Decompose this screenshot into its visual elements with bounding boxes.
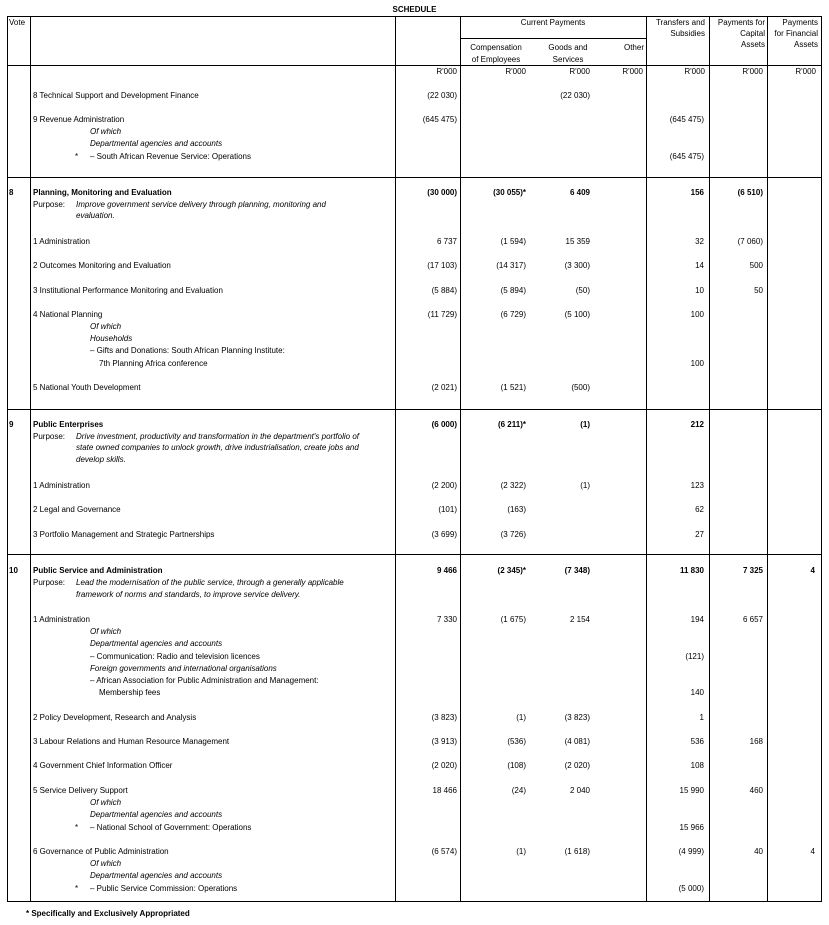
value-total: (6 574) (431, 847, 457, 856)
header-other: Other (623, 43, 644, 52)
value-goods: (1 618) (564, 847, 590, 856)
purpose-text: framework of norms and standards, to improve service delivery. (76, 590, 301, 599)
vote-title: Planning, Monitoring and Evaluation (33, 188, 172, 197)
purpose-label: Purpose: (33, 432, 66, 441)
sub-item-label: Of which (90, 859, 122, 868)
col-divider-vote (30, 16, 31, 902)
value-goods: (2 020) (564, 761, 590, 770)
purpose-label: Purpose: (33, 578, 66, 587)
value-capital: 7 325 (742, 566, 763, 575)
col-divider-capital (767, 16, 768, 902)
value-goods: 2 154 (569, 615, 590, 624)
programme-label: 4 Government Chief Information Officer (33, 761, 173, 770)
value-capital: 500 (749, 261, 763, 270)
value-transfers: (5 000) (678, 884, 704, 893)
sub-item-label: – Gifts and Donations: South African Planning Institute: (90, 346, 285, 355)
programme-label: 1 Administration (33, 237, 90, 246)
value-total: 7 330 (436, 615, 457, 624)
sub-item-label: Of which (90, 798, 122, 807)
schedule-title: SCHEDULE (392, 5, 437, 14)
value-goods: (22 030) (560, 91, 590, 100)
vote-number: 9 (9, 420, 14, 429)
value-transfers: 194 (690, 615, 704, 624)
value-comp: (6 211)* (497, 420, 526, 429)
value-comp: (24) (511, 786, 526, 795)
value-total: (645 475) (422, 115, 457, 124)
unit-financial: R'000 (795, 67, 816, 76)
unit-total: R'000 (436, 67, 457, 76)
value-transfers: 108 (690, 761, 704, 770)
value-comp: (30 055)* (493, 188, 526, 197)
header-comp-2: of Employees (471, 55, 521, 64)
programme-label: 1 Administration (33, 615, 90, 624)
current-payments-rule (460, 38, 646, 39)
value-comp: (1 675) (500, 615, 526, 624)
value-total: (101) (438, 505, 457, 514)
vote-separator (7, 409, 822, 410)
sub-item-label: Foreign governments and international organisations (90, 664, 277, 673)
unit-transfers: R'000 (684, 67, 705, 76)
value-capital: (6 510) (737, 188, 763, 197)
sub-item-label: – National School of Government: Operations (90, 823, 252, 832)
header-transfers-1: Transfers and (655, 18, 705, 27)
programme-label: 3 Labour Relations and Human Resource Management (33, 737, 230, 746)
value-comp: (163) (507, 505, 526, 514)
unit-capital: R'000 (742, 67, 763, 76)
purpose-text: Drive investment, productivity and transformation in the department's portfolio of (76, 432, 359, 441)
value-comp: (2 322) (500, 481, 526, 490)
value-total: (2 020) (431, 761, 457, 770)
col-divider-transfers (709, 16, 710, 902)
header-capital-2: Capital (740, 29, 765, 38)
value-goods: (50) (575, 286, 590, 295)
appropriated-marker: * (75, 884, 79, 893)
value-capital: 6 657 (742, 615, 763, 624)
programme-label: 5 Service Delivery Support (33, 786, 128, 795)
value-goods: 6 409 (569, 188, 590, 197)
value-capital: 460 (749, 786, 763, 795)
value-total: 6 737 (436, 237, 457, 246)
header-transfers-2: Subsidies (670, 29, 705, 38)
value-transfers: 11 830 (679, 566, 704, 575)
value-capital: 50 (754, 286, 763, 295)
value-goods: 2 040 (569, 786, 590, 795)
programme-label: 8 Technical Support and Development Finance (33, 91, 199, 100)
value-transfers: (645 475) (669, 115, 704, 124)
value-transfers: 100 (690, 359, 704, 368)
value-capital: 40 (754, 847, 763, 856)
vote-separator (7, 554, 822, 555)
value-goods: (5 100) (564, 310, 590, 319)
sub-item-label: Of which (90, 627, 122, 636)
sub-item-label: 7th Planning Africa conference (99, 359, 208, 368)
sub-item-label: Departmental agencies and accounts (90, 139, 223, 148)
value-capital: 168 (749, 737, 763, 746)
value-total: (2 021) (431, 383, 457, 392)
programme-label: 6 Governance of Public Administration (33, 847, 169, 856)
unit-other: R'000 (622, 67, 643, 76)
value-transfers: 15 990 (679, 786, 704, 795)
value-comp: (2 345)* (497, 566, 526, 575)
value-goods: (4 081) (564, 737, 590, 746)
value-comp: (1 594) (500, 237, 526, 246)
header-capital-1: Payments for (717, 18, 765, 27)
purpose-label: Purpose: (33, 200, 66, 209)
header-financial-3: Assets (793, 40, 818, 49)
vote-separator (7, 177, 822, 178)
value-goods: (1) (580, 481, 590, 490)
header-goods-1: Goods and (548, 43, 588, 52)
header-current-payments: Current Payments (520, 18, 586, 27)
sub-item-label: – Communication: Radio and television licences (90, 652, 260, 661)
header-financial-1: Payments (782, 18, 818, 27)
header-comp-1: Compensation (470, 43, 522, 52)
purpose-text: Lead the modernisation of the public service, through a generally applicable (76, 578, 344, 587)
sub-item-label: Of which (90, 127, 122, 136)
header-goods-2: Services (552, 55, 584, 64)
value-total: (6 000) (431, 420, 457, 429)
value-total: (3 699) (431, 530, 457, 539)
sub-item-label: – South African Revenue Service: Operations (90, 152, 251, 161)
value-total: (3 823) (431, 713, 457, 722)
value-transfers: 536 (690, 737, 704, 746)
value-transfers: (4 999) (678, 847, 704, 856)
value-capital: (7 060) (737, 237, 763, 246)
value-financial: 4 (810, 847, 815, 856)
value-goods: (3 300) (564, 261, 590, 270)
sub-item-label: – Public Service Commission: Operations (90, 884, 238, 893)
unit-comp: R'000 (505, 67, 526, 76)
sub-item-label: Membership fees (99, 688, 161, 697)
header-bottom-rule (7, 65, 822, 66)
unit-goods: R'000 (569, 67, 590, 76)
value-comp: (3 726) (500, 530, 526, 539)
value-total: (17 103) (427, 261, 457, 270)
value-comp: (1) (516, 847, 526, 856)
value-total: (11 729) (427, 310, 457, 319)
value-comp: (108) (507, 761, 526, 770)
programme-label: 3 Institutional Performance Monitoring and Evaluation (33, 286, 223, 295)
appropriated-marker: * (75, 823, 79, 832)
value-transfers: (121) (685, 652, 704, 661)
vote-number: 10 (9, 566, 18, 575)
value-goods: (1) (580, 420, 590, 429)
sub-item-label: Households (90, 334, 133, 343)
header-capital-3: Assets (740, 40, 765, 49)
value-goods: (3 823) (564, 713, 590, 722)
value-transfers: 15 966 (679, 823, 704, 832)
value-total: (22 030) (427, 91, 457, 100)
sub-item-label: Departmental agencies and accounts (90, 639, 223, 648)
appropriated-marker: * (75, 152, 79, 161)
programme-label: 3 Portfolio Management and Strategic Partnerships (33, 530, 215, 539)
vote-title: Public Enterprises (33, 420, 104, 429)
value-total: 9 466 (436, 566, 457, 575)
value-total: (2 200) (431, 481, 457, 490)
value-total: (30 000) (427, 188, 457, 197)
value-comp: (536) (507, 737, 526, 746)
programme-label: 2 Policy Development, Research and Analysis (33, 713, 197, 722)
vote-number: 8 (9, 188, 14, 197)
programme-label: 4 National Planning (33, 310, 103, 319)
value-goods: (7 348) (564, 566, 590, 575)
purpose-text: evaluation. (76, 211, 115, 220)
sub-item-label: – African Association for Public Administration and Management: (90, 676, 319, 685)
value-total: (5 884) (431, 286, 457, 295)
value-transfers: 32 (695, 237, 704, 246)
value-goods: (500) (571, 383, 590, 392)
value-total: (3 913) (431, 737, 457, 746)
header-financial-2: for Financial (774, 29, 818, 38)
value-goods: 15 359 (565, 237, 590, 246)
value-total: 18 466 (432, 786, 457, 795)
purpose-text: state owned companies to unlock growth, drive industrialisation, create jobs and (76, 443, 359, 452)
purpose-text: develop skills. (76, 455, 126, 464)
programme-label: 2 Outcomes Monitoring and Evaluation (33, 261, 171, 270)
programme-label: 9 Revenue Administration (33, 115, 125, 124)
sub-item-label: Of which (90, 322, 122, 331)
sub-item-label: Departmental agencies and accounts (90, 810, 223, 819)
value-comp: (5 894) (500, 286, 526, 295)
header-vote: Vote (9, 18, 26, 27)
programme-label: 1 Administration (33, 481, 90, 490)
purpose-text: Improve government service delivery through planning, monitoring and (76, 200, 326, 209)
value-transfers: 100 (690, 310, 704, 319)
programme-label: 5 National Youth Development (33, 383, 141, 392)
value-transfers: 14 (695, 261, 704, 270)
value-comp: (1 521) (500, 383, 526, 392)
value-transfers: (645 475) (669, 152, 704, 161)
value-transfers: 1 (699, 713, 704, 722)
footnote: * Specifically and Exclusively Appropriated (26, 909, 190, 918)
vote-title: Public Service and Administration (33, 566, 163, 575)
value-transfers: 212 (690, 420, 704, 429)
value-financial: 4 (810, 566, 815, 575)
sub-item-label: Departmental agencies and accounts (90, 871, 223, 880)
value-transfers: 10 (695, 286, 704, 295)
value-comp: (6 729) (500, 310, 526, 319)
value-transfers: 62 (695, 505, 704, 514)
value-comp: (1) (516, 713, 526, 722)
programme-label: 2 Legal and Governance (33, 505, 121, 514)
value-transfers: 123 (690, 481, 704, 490)
value-transfers: 156 (690, 188, 704, 197)
value-transfers: 27 (695, 530, 704, 539)
value-transfers: 140 (690, 688, 704, 697)
value-comp: (14 317) (496, 261, 526, 270)
